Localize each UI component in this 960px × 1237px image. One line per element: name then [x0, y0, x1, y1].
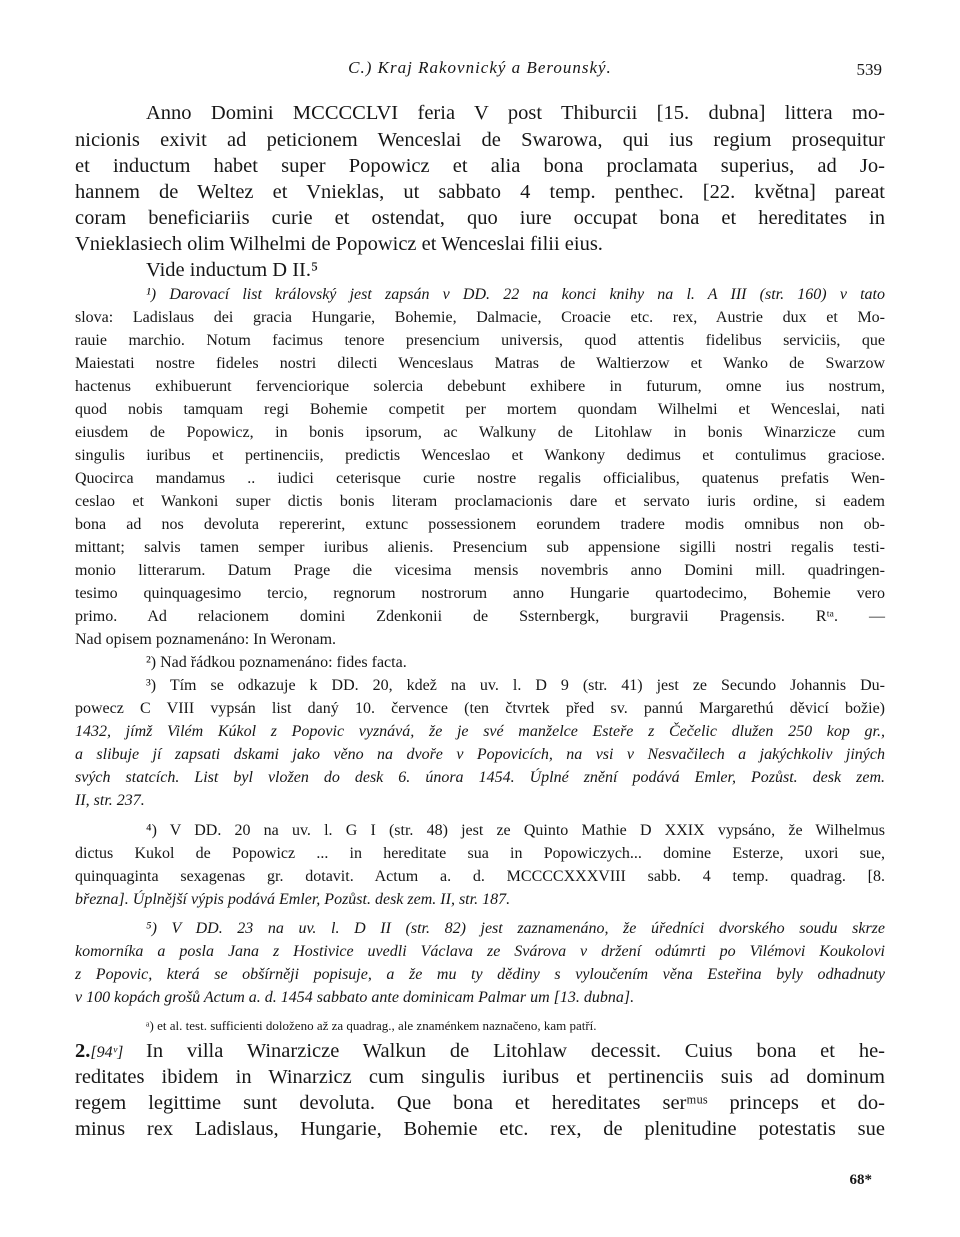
entry1-line: nicionis exivit ad peticionem Wenceslai de Swarowa, qui ius regium prosequitur — [75, 129, 885, 151]
footnote-line: tesimo quinquagesimo tercio, regnorum nostrorum anno Hungarie quartodecimo, Bohemie vero — [75, 585, 885, 602]
footnote-line: powecz C VIII vypsán list daný 10. července (ten čtvrtek před sv. pannú Margarethú děvicí božie) — [75, 700, 885, 717]
footnote-line: II, str. 237. — [75, 792, 145, 809]
entry1-line: hannem de Weltez et Vnieklas, ut sabbato 4 temp. penthec. [22. května] pareat — [75, 181, 885, 203]
footnote-line: ceslao et Wankoni super dictis bonis literam proclamacionis dare et servato iuris ordine, si eadem — [75, 493, 885, 510]
footnote-line: a slibuje jí zapsati dskami jako věno na dvoře v Popovicích, na vsi v Nesvačilech a jakýchkoliv jiných — [75, 746, 885, 763]
footnote-line: ⁴) V DD. 20 na uv. l. G I (str. 48) jest ze Quinto Mathie D XXIX vypsáno, že Wilhelmus — [146, 822, 885, 839]
footnote-line: ⁵) V DD. 23 na uv. l. D II (str. 82) jest zaznamenáno, že úředníci dvorského soudu skrze — [146, 920, 885, 937]
footnote-line: eiusdem de Popowicz, in bonis ipsorum, ac Walkuny de Litohlaw in bonis Winarzicze cum — [75, 424, 885, 441]
footnote-line: quod nobis tamquam regi Bohemie competit per mortem quondam Wilhelmi et Wenceslai, nati — [75, 401, 885, 418]
footnote-line: slova: Ladislaus dei gracia Hungarie, Bohemie, Dalmacie, Croacie etc. rex, Austrie dux et Mo- — [75, 309, 885, 326]
entry-number: 2. — [75, 1040, 91, 1062]
entry2-line: reditates ibidem in Winarzicz cum singulis iuribus et pertinenciis suis ad dominum — [75, 1066, 885, 1088]
entry2-line: regem legittime sunt devoluta. Que bona et hereditates serᵐᵘˢ princeps et do- — [75, 1092, 885, 1114]
footnote-line: ²) Nad řádkou poznamenáno: fides facta. — [146, 654, 407, 671]
entry1-line: et inductum habet super Popowicz et alia bona proclamata superius, ad Jo- — [75, 155, 885, 177]
footnote-line: dictus Kukol de Popowicz ... in hereditate sua in Popowiczych... domine Esterze, uxori sue, — [75, 845, 885, 862]
footnote-line: monio litterarum. Datum Prage die vicesima mensis novembris anno Domini mill. quadringen- — [75, 562, 885, 579]
footnote-line: primo. Ad relacionem domini Zdenkonii de Ssternbergk, burgravii Pragensis. Rᵗᵃ. — — [75, 608, 885, 625]
signature-mark: 68* — [849, 1172, 872, 1188]
footnote-line: z Popovic, která se obšírněji popisuje, a že mu ty dědiny s vyloučením věna Esteřina byly odhadnuty — [75, 966, 885, 983]
entry2-line: In villa Winarzicze Walkun de Litohlaw decessit. Cuius bona et he- — [146, 1040, 885, 1062]
page-number: 539 — [856, 60, 882, 79]
footnote-line: ¹) Darovací list královský jest zapsán v DD. 22 na konci knihy na l. A III (str. 160) v tato — [146, 286, 885, 303]
entry1-line: Vnieklasiech olim Wilhelmi de Popowicz et Wenceslai filii eius. — [75, 233, 603, 255]
footnote-line: svých statcích. List byl vložen do desk 6. února 1454. Úplné znění podává Emler, Pozůst. desk zem. — [75, 769, 885, 786]
footnote-line: Quocirca mandamus .. iudici ceterisque curie nostre regalis officialibus, quatenus prefatis Wen- — [75, 470, 885, 487]
footnote-line: Maiestati nostre fideles nostri dilecti Wenceslaus Matras de Waltierzow et Wanko de Swarzow — [75, 355, 885, 372]
footnote-line: 1432, jímž Vilém Kúkol z Popovic vyznává, že je své manželce Esteře z Čečelic dlužen 250 kop gr., — [75, 723, 885, 740]
footnote-line: hactenus exhibuerunt fervenciorique solercia debebunt exhibere in futurum, omne ius nostrum, — [75, 378, 885, 395]
folio-reference: [94ᵛ] — [90, 1044, 124, 1061]
running-title: C.) Kraj Rakovnický a Berounský. — [348, 58, 612, 77]
footnote-line: quinquaginta sexagenas gr. dotavit. Actum a. d. MCCCCXXXVIII sabb. 4 temp. quadrag. [8. — [75, 868, 885, 885]
footnote-line: komorníka a posla Jana z Hostivice uvedli Václava ze Svárova v držení odúmrti po Vilémovi Koukolovi — [75, 943, 885, 960]
footnote-line: v 100 kopách grošů Actum a. d. 1454 sabbato ante dominicam Palmar um [13. dubna]. — [75, 989, 635, 1006]
footnote-line: Nad opisem poznamenáno: In Weronam. — [75, 631, 337, 648]
footnote-line: rauie marchio. Notum facimus tenore presencium universis, quod attentis fidelibus serviciis, que — [75, 332, 885, 349]
variant-note: ᵃ) et al. test. sufficienti doloženo až za quadrag., ale znaménkem naznačeno, kam patří. — [146, 1018, 597, 1033]
footnote-line: bona ad nos devoluta repererint, extunc possessionem eorundem tradere modis omnibus non ob- — [75, 516, 885, 533]
footnote-line: mittant; salvis tamen semper iuribus alienis. Presencium sub appensione sigilli nostri regalis testi- — [75, 539, 885, 556]
entry1-line: coram beneficiariis curie et ostendat, quo iure occupat bona et hereditates in — [75, 207, 885, 229]
footnote-line: singulis iuribus et pertinenciis, predictis Wenceslao et Wankony dedimus et contulimus graciose. — [75, 447, 885, 464]
footnote-line: března]. Úplnější výpis podává Emler, Pozůst. desk zem. II, str. 187. — [75, 891, 511, 908]
footnote-line: ³) Tím se odkazuje k DD. 20, kdež na uv. l. D 9 (str. 41) jest ze Secundo Johannis Du- — [146, 677, 885, 694]
entry2-line: minus rex Ladislaus, Hungarie, Bohemie etc. rex, de plenitudine potestatis sue — [75, 1118, 885, 1140]
vide-reference: Vide inductum D II.⁵ — [146, 259, 319, 281]
entry1-line: Anno Domini MCCCCLVI feria V post Thiburcii [15. dubna] littera mo- — [146, 102, 885, 124]
